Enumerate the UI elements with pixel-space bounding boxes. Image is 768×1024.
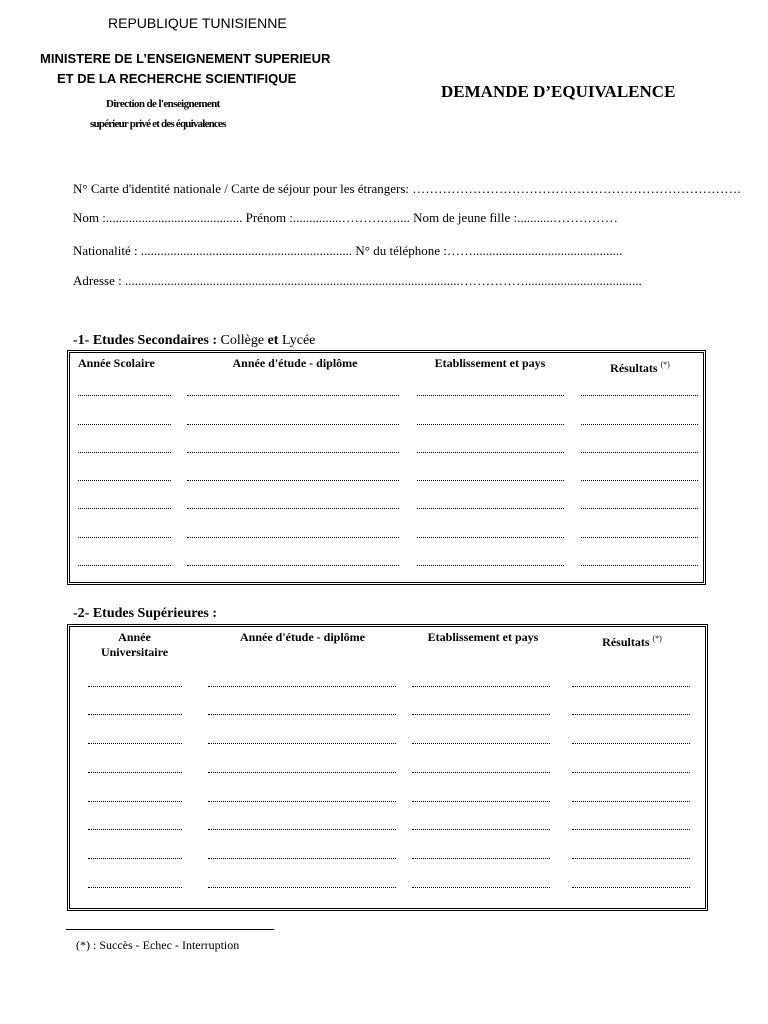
higher-row-3-cell-4[interactable] <box>572 743 690 744</box>
secondary-row-5-cell-2[interactable] <box>187 508 399 509</box>
ministry-line-2: ET DE LA RECHERCHE SCIENTIFIQUE <box>57 71 297 86</box>
higher-row-3-cell-1[interactable] <box>88 743 182 744</box>
nationality-phone-field[interactable]: Nationalité : ................................................................. N° du téléphone :…….............................................. <box>73 243 623 258</box>
results-label-2: Résultats <box>602 635 650 649</box>
higher-row-4-cell-2[interactable] <box>208 772 396 773</box>
secondary-row-7-cell-2[interactable] <box>187 565 399 566</box>
section-1-title-and: et <box>267 333 279 348</box>
col-header-institution-country-2: Etablissement et pays <box>427 630 539 644</box>
higher-row-1-cell-3[interactable] <box>412 686 550 687</box>
higher-row-6-cell-2[interactable] <box>208 829 396 830</box>
secondary-row-2-cell-4[interactable] <box>581 424 698 425</box>
higher-row-8-cell-2[interactable] <box>208 887 396 888</box>
direction-line-2: supérieur privé et des équivalences <box>90 118 226 130</box>
secondary-row-6-cell-3[interactable] <box>417 537 564 538</box>
secondary-row-1-cell-4[interactable] <box>581 395 698 396</box>
higher-row-5-cell-2[interactable] <box>208 801 396 802</box>
section-1-title-lycee: Lycée <box>278 333 316 348</box>
higher-row-7-cell-2[interactable] <box>208 858 396 859</box>
secondary-row-5-cell-4[interactable] <box>581 508 698 509</box>
secondary-row-6-cell-2[interactable] <box>187 537 399 538</box>
col-header-university-year-line1: Année <box>118 630 151 644</box>
results-note-mark-2: (*) <box>652 634 662 643</box>
footnote-separator <box>66 929 274 930</box>
higher-row-6-cell-4[interactable] <box>572 829 690 830</box>
higher-row-6-cell-3[interactable] <box>412 829 550 830</box>
col-header-institution-country: Etablissement et pays <box>434 356 546 370</box>
secondary-row-6-cell-4[interactable] <box>581 537 698 538</box>
secondary-row-7-cell-1[interactable] <box>78 565 171 566</box>
higher-row-8-cell-1[interactable] <box>88 887 182 888</box>
col-header-results-2 <box>582 631 682 650</box>
secondary-row-4-cell-1[interactable] <box>78 480 171 481</box>
higher-row-5-cell-3[interactable] <box>412 801 550 802</box>
secondary-row-2-cell-1[interactable] <box>78 424 171 425</box>
higher-row-7-cell-3[interactable] <box>412 858 550 859</box>
higher-row-2-cell-4[interactable] <box>572 714 690 715</box>
higher-row-8-cell-3[interactable] <box>412 887 550 888</box>
direction-line-1: Direction de l'enseignement <box>106 98 220 110</box>
higher-row-5-cell-1[interactable] <box>88 801 182 802</box>
secondary-row-4-cell-3[interactable] <box>417 480 564 481</box>
higher-row-1-cell-2[interactable] <box>208 686 396 687</box>
secondary-row-1-cell-1[interactable] <box>78 395 171 396</box>
higher-row-5-cell-4[interactable] <box>572 801 690 802</box>
higher-row-1-cell-1[interactable] <box>88 686 182 687</box>
higher-row-3-cell-3[interactable] <box>412 743 550 744</box>
higher-studies-table <box>67 624 708 911</box>
footnote: (*) : Succès - Echec - Interruption <box>76 938 240 952</box>
higher-row-4-cell-1[interactable] <box>88 772 182 773</box>
name-field[interactable]: Nom :.......................................... Prénom :...............……….….... Nom de jeune fille :...........…………… <box>73 210 618 225</box>
col-header-study-diploma-2: Année d'étude - diplôme <box>239 630 365 644</box>
id-card-field[interactable]: N° Carte d'identité nationale / Carte de séjour pour les étrangers: …………………………………………………………………. <box>73 181 741 196</box>
col-header-university-year-line2: Universitaire <box>100 645 169 659</box>
higher-row-4-cell-4[interactable] <box>572 772 690 773</box>
ministry-line-1: MINISTERE DE L’ENSEIGNEMENT SUPERIEUR <box>40 51 331 66</box>
secondary-row-3-cell-3[interactable] <box>417 452 564 453</box>
higher-row-1-cell-4[interactable] <box>572 686 690 687</box>
results-label: Résultats <box>610 361 658 375</box>
higher-row-4-cell-3[interactable] <box>412 772 550 773</box>
results-note-mark: (*) <box>660 360 670 369</box>
higher-row-7-cell-1[interactable] <box>88 858 182 859</box>
secondary-row-7-cell-4[interactable] <box>581 565 698 566</box>
higher-row-7-cell-4[interactable] <box>572 858 690 859</box>
secondary-row-2-cell-3[interactable] <box>417 424 564 425</box>
secondary-row-4-cell-4[interactable] <box>581 480 698 481</box>
secondary-row-4-cell-2[interactable] <box>187 480 399 481</box>
secondary-row-6-cell-1[interactable] <box>78 537 171 538</box>
higher-row-2-cell-1[interactable] <box>88 714 182 715</box>
section-1-title-bold: -1- Etudes Secondaires : <box>73 333 218 348</box>
section-1-title <box>73 333 315 349</box>
higher-row-6-cell-1[interactable] <box>88 829 182 830</box>
document-title: DEMANDE D’EQUIVALENCE <box>441 82 676 101</box>
col-header-results <box>595 357 685 376</box>
secondary-studies-table <box>67 350 706 585</box>
secondary-row-3-cell-4[interactable] <box>581 452 698 453</box>
col-header-university-year <box>82 630 187 660</box>
higher-row-3-cell-2[interactable] <box>208 743 396 744</box>
higher-row-8-cell-4[interactable] <box>572 887 690 888</box>
secondary-row-5-cell-1[interactable] <box>78 508 171 509</box>
address-field[interactable]: Adresse : .......................................................................................................…………….................................... <box>73 273 642 288</box>
secondary-row-1-cell-3[interactable] <box>417 395 564 396</box>
section-1-title-college: Collège <box>217 333 268 348</box>
col-header-study-diploma: Année d'étude - diplôme <box>232 356 358 370</box>
secondary-row-2-cell-2[interactable] <box>187 424 399 425</box>
higher-row-2-cell-3[interactable] <box>412 714 550 715</box>
secondary-row-1-cell-2[interactable] <box>187 395 399 396</box>
col-header-school-year: Année Scolaire <box>78 356 155 370</box>
secondary-row-3-cell-2[interactable] <box>187 452 399 453</box>
section-2-title: -2- Etudes Supérieures : <box>73 606 218 621</box>
secondary-row-7-cell-3[interactable] <box>417 565 564 566</box>
higher-row-2-cell-2[interactable] <box>208 714 396 715</box>
secondary-row-3-cell-1[interactable] <box>78 452 171 453</box>
secondary-row-5-cell-3[interactable] <box>417 508 564 509</box>
republic-name: REPUBLIQUE TUNISIENNE <box>108 15 287 31</box>
